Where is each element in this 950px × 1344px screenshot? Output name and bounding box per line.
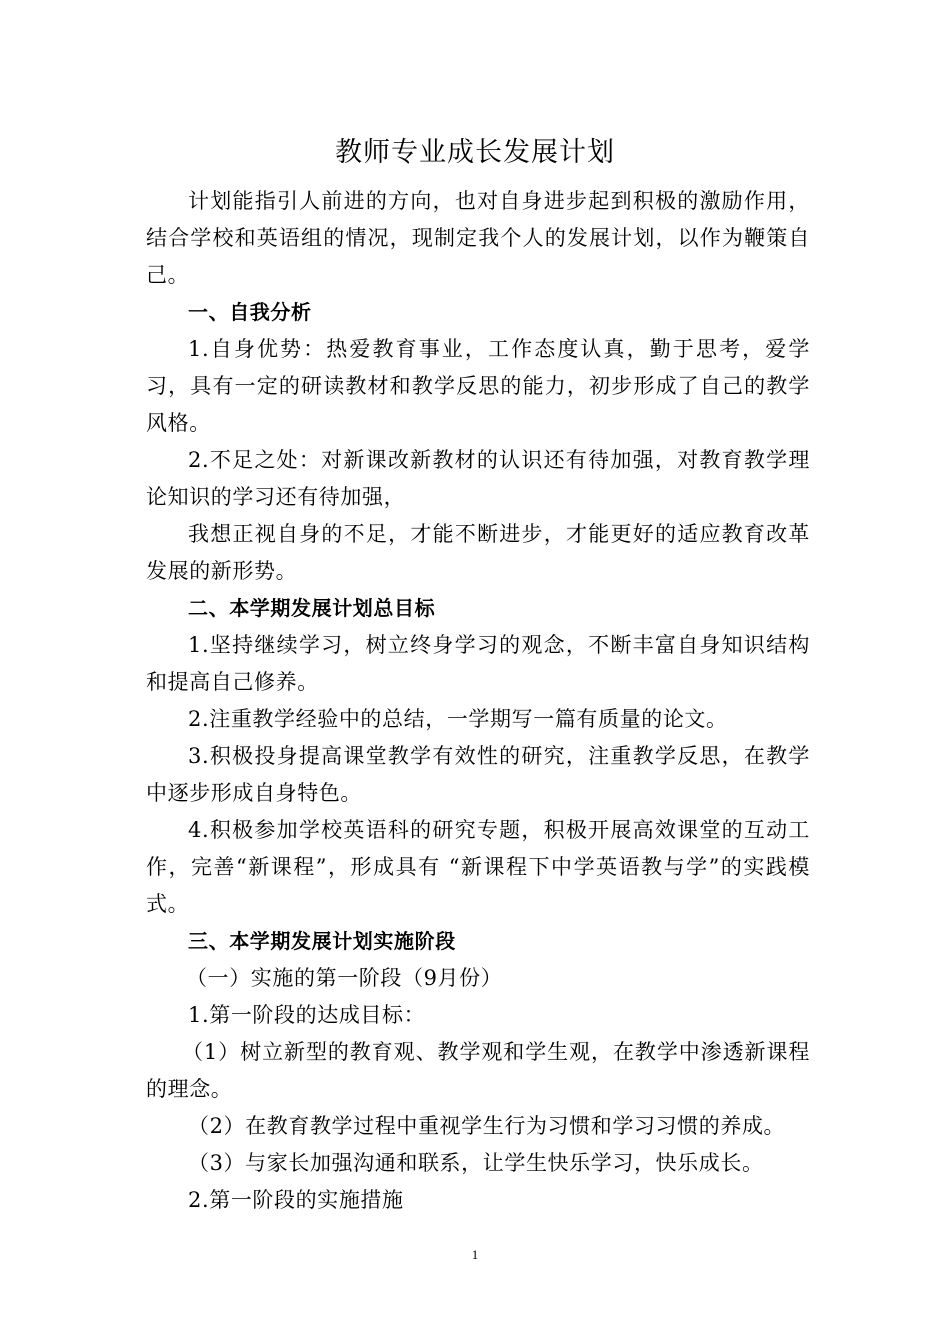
goal-item-4: 4.积极参加学校英语科的研究专题，积极开展高效课堂的互动工作，完善“新课程”，形成具有 “新课程下中学英语教与学”的实践模式。 (146, 818, 810, 916)
phase-goal-item-1: （1）树立新型的教育观、教学观和学生观，在教学中渗透新课程的理念。 (146, 1040, 810, 1101)
goal-item-2: 2.注重教学经验中的总结，一学期写一篇有质量的论文。 (188, 707, 728, 731)
phase-heading: （一）实施的第一阶段（9月份） (186, 966, 503, 990)
section-heading-self-analysis: 一、自我分析 (188, 300, 312, 324)
goal-item-3: 3.积极投身提高课堂教学有效性的研究，注重教学反思，在教学中逐步形成自身特色。 (146, 744, 810, 805)
document-body (146, 183, 810, 1219)
intro-paragraph: 计划能指引人前进的方向，也对自身进步起到积极的激励作用，结合学校和英语组的情况，现制定我个人的发展计划，以作为鞭策自己。 (146, 189, 810, 287)
page-number: 1 (471, 1247, 479, 1262)
document-title: 教师专业成长发展计划 (335, 137, 615, 168)
goal-item-1: 1.坚持继续学习，树立终身学习的观念，不断丰富自身知识结构和提高自己修养。 (146, 633, 810, 694)
paragraph-strengths: 1.自身优势：热爱教育事业，工作态度认真，勤于思考，爱学习，具有一定的研读教材和教学反思的能力，初步形成了自己的教学风格。 (146, 337, 810, 435)
phase-measures-heading: 2.第一阶段的实施措施 (188, 1188, 404, 1212)
phase-goal-item-3: （3）与家长加强沟通和联系，让学生快乐学习，快乐成长。 (188, 1151, 764, 1175)
section-heading-implementation: 三、本学期发展计划实施阶段 (188, 929, 456, 953)
phase-goal-item-2: （2）在教育教学过程中重视学生行为习惯和学习习惯的养成。 (188, 1114, 786, 1138)
paragraph-reflection: 我想正视自身的不足，才能不断进步，才能更好的适应教育改革发展的新形势。 (146, 522, 810, 583)
section-heading-overall-goals: 二、本学期发展计划总目标 (188, 596, 436, 620)
paragraph-weaknesses: 2.不足之处：对新课改新教材的认识还有待加强，对教育教学理论知识的学习还有待加强， (146, 448, 810, 509)
phase-goals-heading: 1.第一阶段的达成目标： (188, 1003, 426, 1027)
